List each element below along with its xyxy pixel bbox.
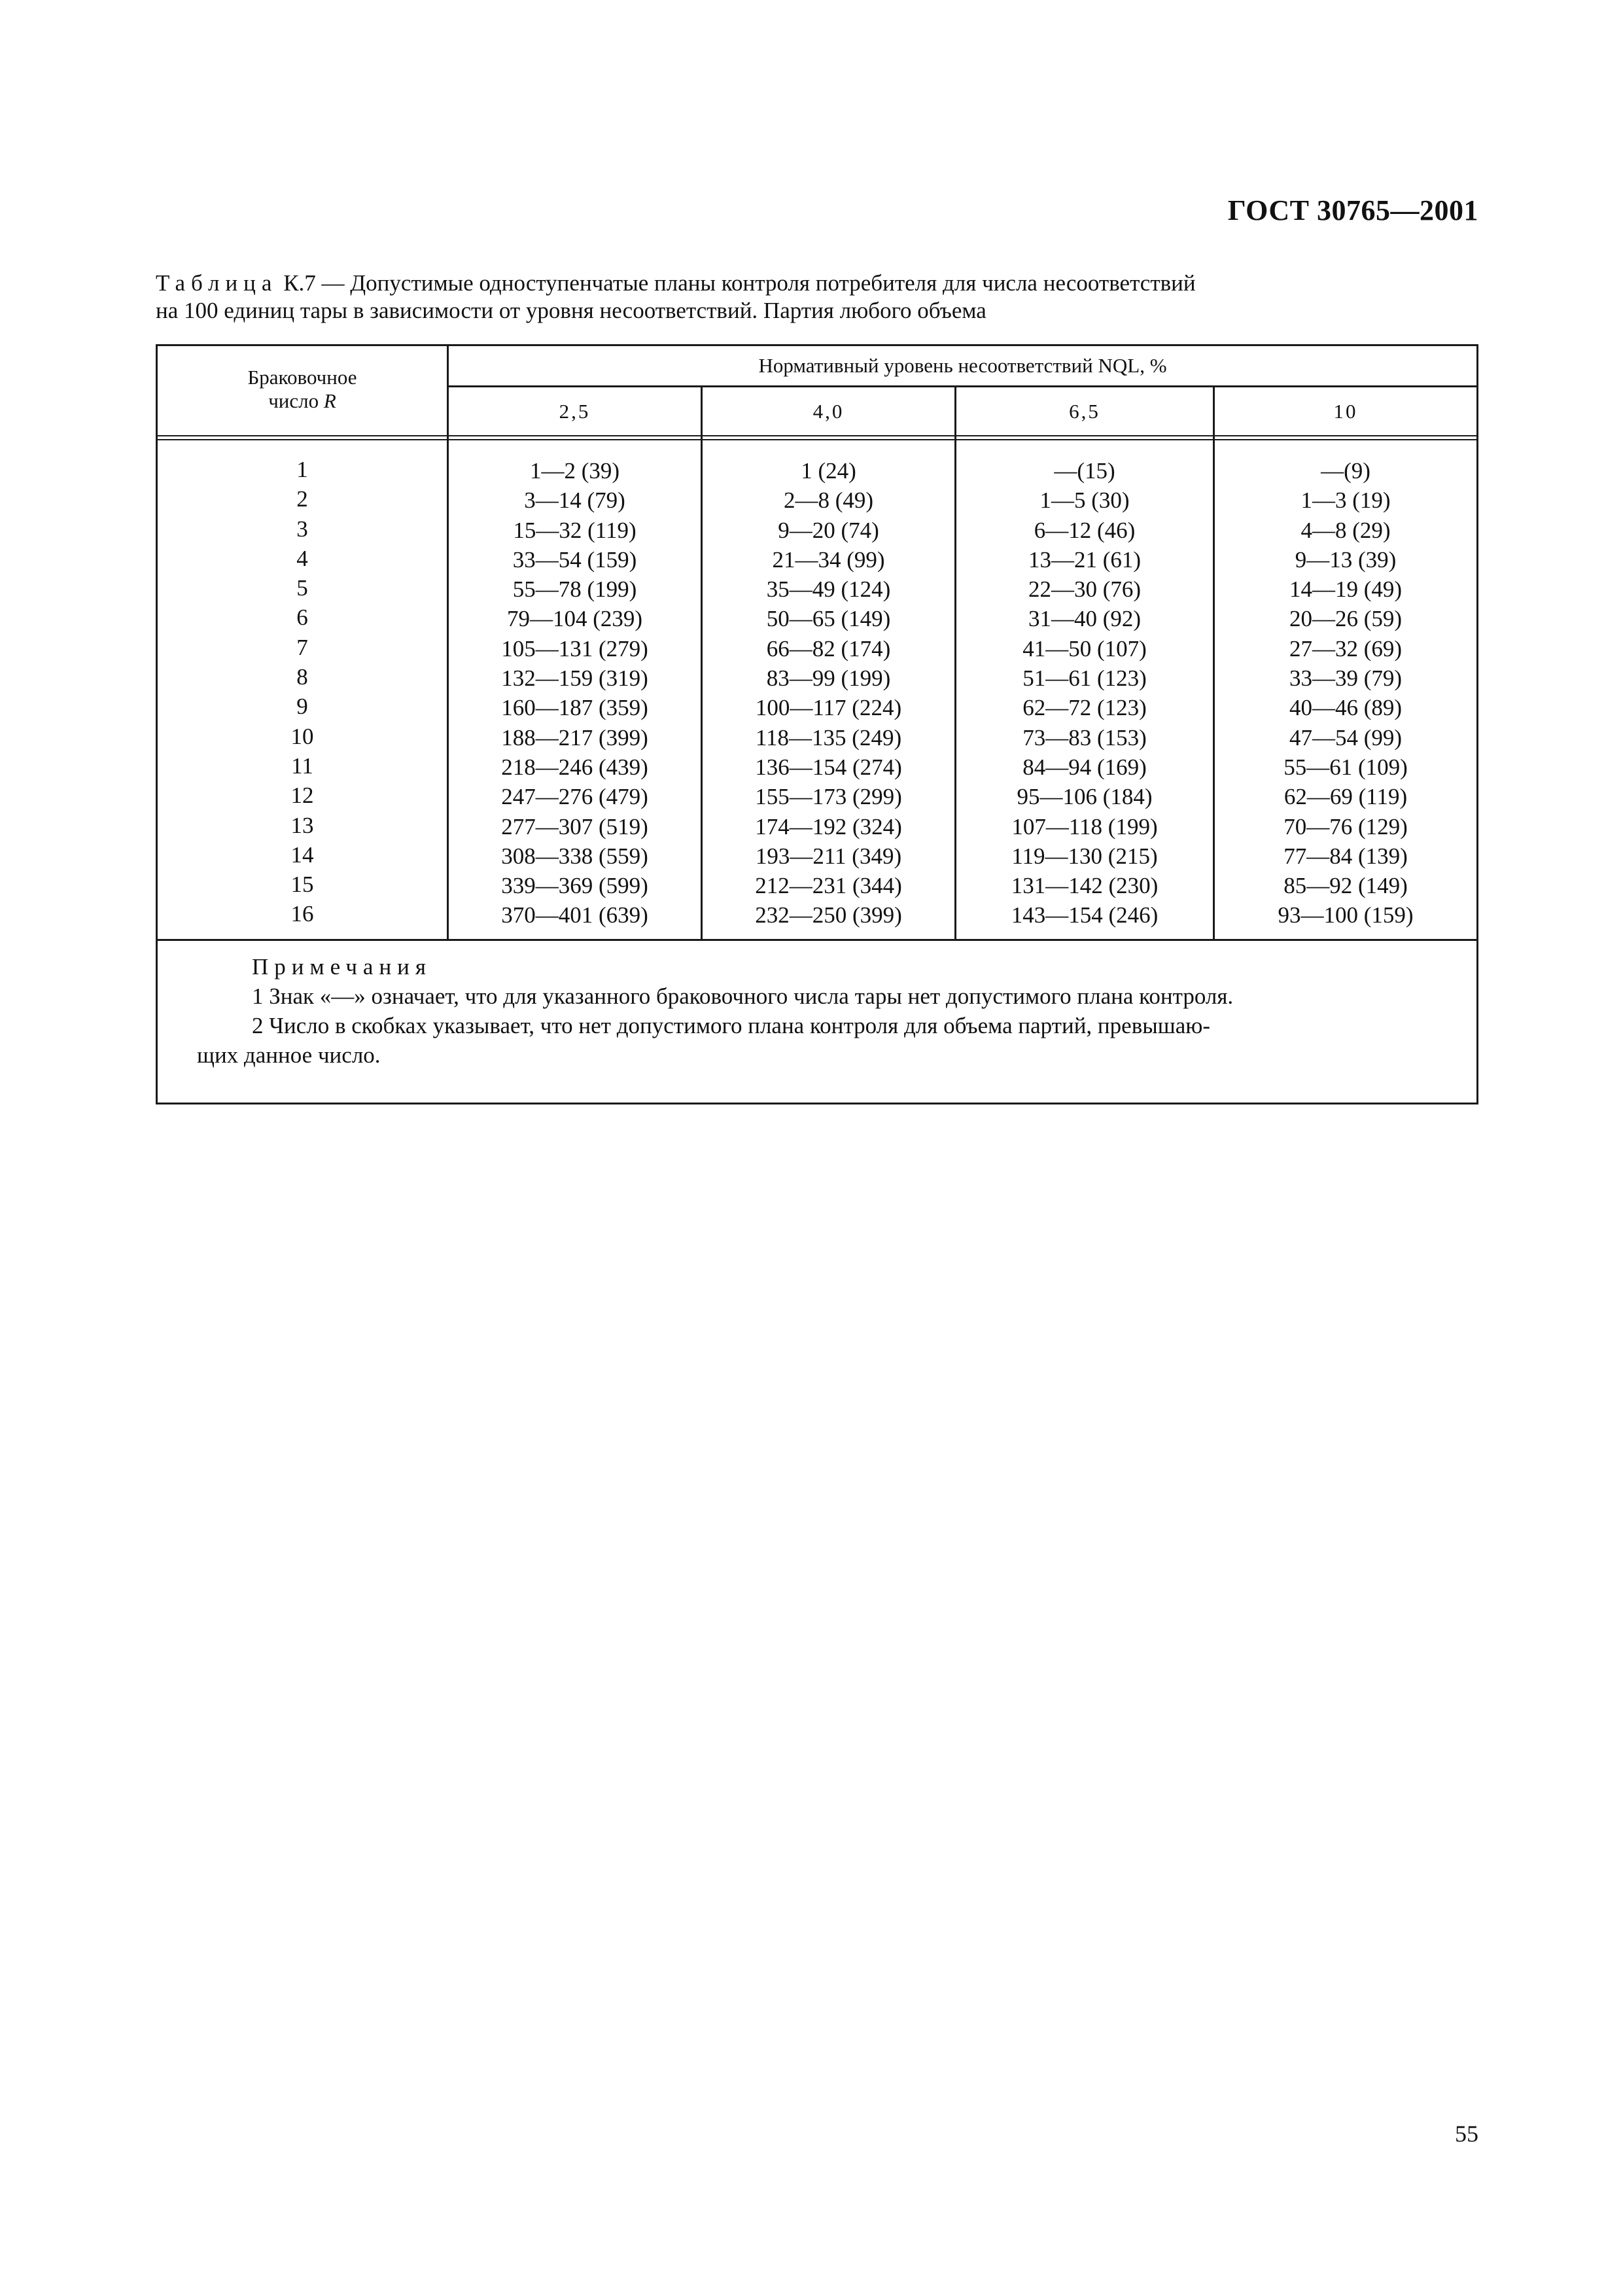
group-header: Нормативный уровень несоответствий NQL, % <box>758 354 1167 377</box>
caption-label: Таблица <box>156 270 278 296</box>
table-cell: 14—19 (49) <box>1289 576 1403 603</box>
table-cell: 55—61 (109) <box>1283 754 1408 780</box>
table-cell: 3—14 (79) <box>524 487 625 514</box>
column-header-10: 10 <box>1333 400 1358 423</box>
reject-number-cell: 11 <box>291 752 313 779</box>
reject-number-column <box>158 455 447 929</box>
row-header <box>158 366 447 413</box>
notes-title: Примечания <box>252 954 432 980</box>
divider <box>447 385 1476 387</box>
table-cell: 193—211 (349) <box>755 843 902 869</box>
reject-number-cell: 4 <box>296 545 308 571</box>
table-cell: 62—69 (119) <box>1283 784 1408 810</box>
table-cell: 79—104 (239) <box>506 606 643 632</box>
table-cell: 4—8 (29) <box>1300 517 1391 543</box>
reject-number-cell: 13 <box>290 812 314 838</box>
reject-number-cell: 15 <box>290 872 314 898</box>
reject-number-cell: 12 <box>290 783 314 809</box>
table-cell: 2—8 (49) <box>783 487 874 514</box>
table-cell: 33—54 (159) <box>512 546 637 573</box>
table-cell: 155—173 (299) <box>755 784 902 810</box>
column-2-5-values <box>449 456 701 930</box>
page-number: 55 <box>1455 2121 1478 2147</box>
table-cell: 95—106 (184) <box>1017 784 1153 810</box>
note-2-line2: щих данное число. <box>197 1042 381 1068</box>
table-cell: 13—21 (61) <box>1028 546 1142 573</box>
table-cell: —(15) <box>1054 458 1115 484</box>
table-cell: 84—94 (169) <box>1022 754 1147 780</box>
column-6-5-values <box>956 456 1213 930</box>
table-cell: 41—50 (107) <box>1022 635 1147 662</box>
table-cell: 27—32 (69) <box>1289 635 1403 662</box>
row-header-line1: Браковочное <box>247 366 357 389</box>
table-cell: 1 (24) <box>801 458 856 484</box>
table-cell: 40—46 (89) <box>1289 695 1403 721</box>
reject-number-cell: 8 <box>296 664 308 690</box>
table-cell: 66—82 (174) <box>766 635 891 662</box>
reject-number-cell: 14 <box>290 841 314 868</box>
table-cell: 247—276 (479) <box>501 784 648 810</box>
reject-number-cell: 10 <box>290 723 314 749</box>
table-cell: 55—78 (199) <box>512 576 637 603</box>
table-cell: 143—154 (246) <box>1011 902 1159 928</box>
table-cell: 174—192 (324) <box>755 813 902 839</box>
table-cell: 31—40 (92) <box>1028 606 1142 632</box>
table-cell: 21—34 (99) <box>772 546 885 573</box>
table-caption <box>156 270 1477 325</box>
table-cell: 160—187 (359) <box>501 695 648 721</box>
table-cell: 85—92 (149) <box>1283 873 1408 899</box>
reject-number-cell: 5 <box>296 575 308 601</box>
table-cell: 77—84 (139) <box>1283 843 1408 869</box>
table-cell: 131—142 (230) <box>1011 873 1159 899</box>
table-cell: 6—12 (46) <box>1034 517 1136 543</box>
table-cell: 1—2 (39) <box>529 458 620 484</box>
table-cell: 93—100 (159) <box>1278 902 1414 928</box>
table-cell: 20—26 (59) <box>1289 606 1403 632</box>
inspection-plan-table <box>156 344 1478 1104</box>
column-4-0-values <box>703 456 954 930</box>
table-cell: 232—250 (399) <box>755 902 902 928</box>
row-header-line2: число <box>268 389 319 412</box>
caption-text-line2: на 100 единиц тары в зависимости от уровня несоответствий. Партия любого объема <box>156 298 986 323</box>
column-header-4-0: 4,0 <box>812 400 845 423</box>
table-cell: 308—338 (559) <box>501 843 648 869</box>
divider <box>158 439 1476 440</box>
reject-number-cell: 6 <box>296 605 308 631</box>
table-cell: 188—217 (399) <box>501 724 648 751</box>
table-cell: 9—13 (39) <box>1295 546 1397 573</box>
table-cell: 100—117 (224) <box>755 695 902 721</box>
table-cell: 35—49 (124) <box>766 576 891 603</box>
table-cell: 47—54 (99) <box>1289 724 1403 751</box>
column-10-values <box>1215 456 1476 930</box>
table-cell: 105—131 (279) <box>501 635 648 662</box>
row-header-variable: R <box>323 389 336 412</box>
note-1: 1 Знак «—» означает, что для указанного браковочного числа тары нет допустимого плана контроля. <box>252 983 1234 1009</box>
table-notes <box>158 952 1476 1070</box>
reject-number-cell: 7 <box>296 634 308 660</box>
table-cell: 1—5 (30) <box>1039 487 1130 514</box>
divider <box>158 939 1476 941</box>
table-cell: 339—369 (599) <box>501 873 648 899</box>
table-cell: —(9) <box>1321 458 1370 484</box>
table-cell: 62—72 (123) <box>1022 695 1147 721</box>
table-cell: 70—76 (129) <box>1283 813 1408 839</box>
table-cell: 15—32 (119) <box>513 517 637 543</box>
reject-number-cell: 16 <box>290 901 314 927</box>
caption-text-line1: К.7 — Допустимые одноступенчатые планы контроля потребителя для числа несоответствий <box>277 270 1196 296</box>
table-cell: 118—135 (249) <box>755 724 902 751</box>
table-cell: 73—83 (153) <box>1022 724 1147 751</box>
table-cell: 132—159 (319) <box>501 665 648 692</box>
reject-number-cell: 9 <box>296 694 308 720</box>
table-cell: 51—61 (123) <box>1022 665 1147 692</box>
reject-number-cell: 3 <box>296 516 308 542</box>
document-code: ГОСТ 30765—2001 <box>1227 194 1478 226</box>
table-cell: 50—65 (149) <box>766 606 891 632</box>
table-cell: 9—20 (74) <box>778 517 879 543</box>
reject-number-cell: 2 <box>296 486 308 512</box>
table-cell: 22—30 (76) <box>1028 576 1142 603</box>
table-cell: 119—130 (215) <box>1011 843 1158 869</box>
table-cell: 107—118 (199) <box>1011 813 1158 839</box>
note-2-line1: 2 Число в скобках указывает, что нет допустимого плана контроля для объема партий, превышаю- <box>252 1013 1211 1038</box>
table-cell: 83—99 (199) <box>766 665 891 692</box>
reject-number-cell: 1 <box>296 457 308 482</box>
table-cell: 277—307 (519) <box>501 813 648 839</box>
column-header-6-5: 6,5 <box>1069 400 1100 423</box>
table-cell: 136—154 (274) <box>755 754 902 780</box>
divider <box>158 435 1476 436</box>
column-header-2-5: 2,5 <box>559 400 591 423</box>
table-cell: 1—3 (19) <box>1300 487 1391 514</box>
table-cell: 370—401 (639) <box>501 902 648 928</box>
table-cell: 33—39 (79) <box>1289 665 1403 692</box>
table-cell: 218—246 (439) <box>501 754 648 780</box>
table-cell: 212—231 (344) <box>755 873 902 899</box>
